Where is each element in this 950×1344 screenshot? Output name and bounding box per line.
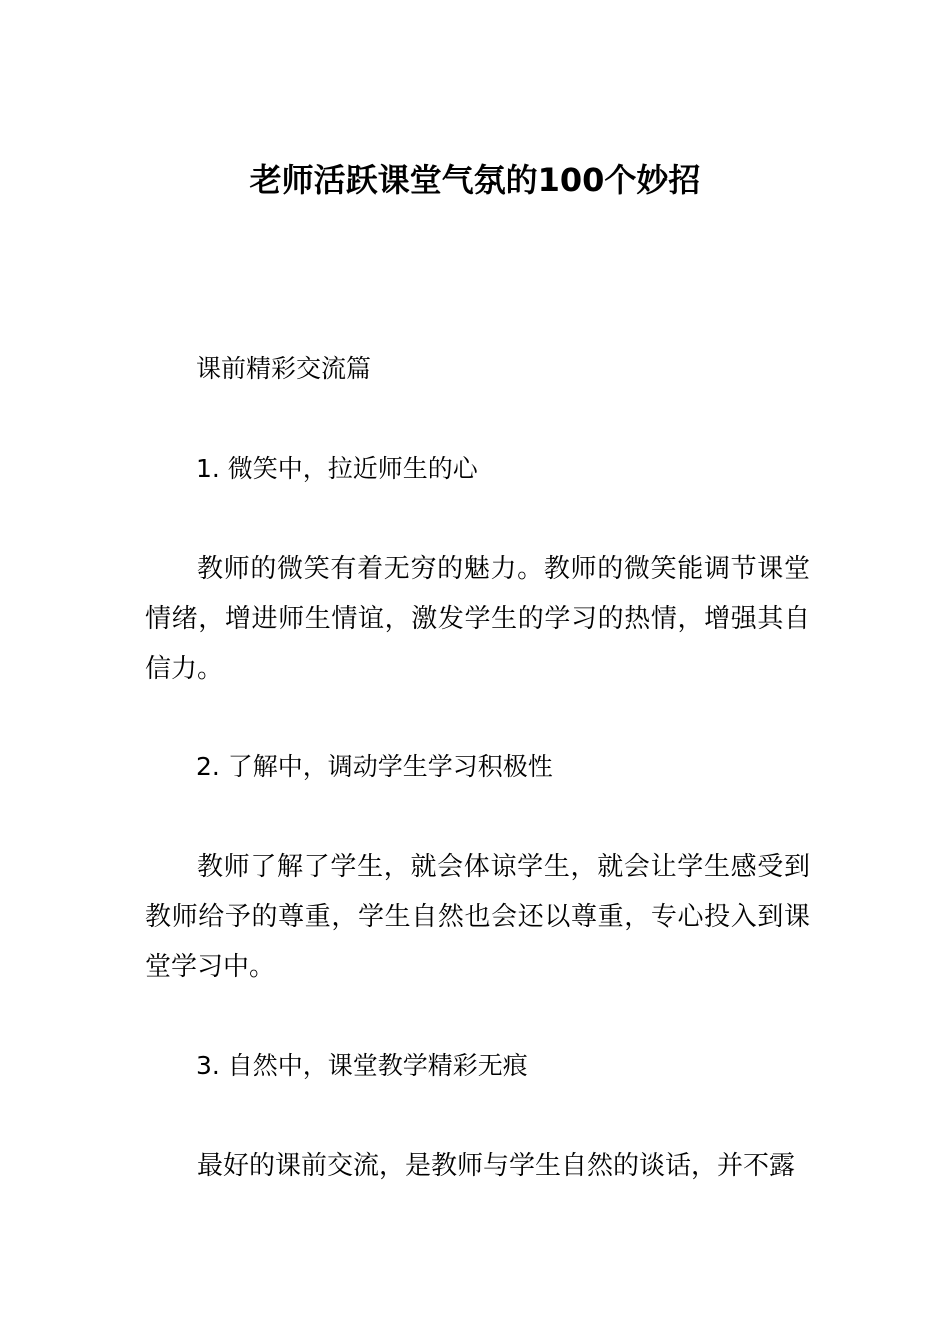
item-body-1: 教师的微笑有着无穷的魅力。教师的微笑能调节课堂情绪，增进师生情谊，激发学生的学习的热情，增强其自信力。 — [145, 554, 810, 684]
item-body-3: 最好的课前交流，是教师与学生自然的谈话，并不露 — [197, 1151, 796, 1181]
item-heading-1: 1. 微笑中，拉近师生的心 — [196, 454, 478, 483]
document-title: 老师活跃课堂气氛的100个妙招 — [249, 161, 701, 199]
section-heading: 课前精彩交流篇 — [196, 354, 372, 383]
item-body-2: 教师了解了学生，就会体谅学生，就会让学生感受到教师给予的尊重，学生自然也会还以尊重，专心投入到课堂学习中。 — [145, 852, 810, 982]
item-heading-2: 2. 了解中，调动学生学习积极性 — [196, 752, 553, 781]
item-heading-3: 3. 自然中，课堂教学精彩无痕 — [196, 1051, 528, 1080]
